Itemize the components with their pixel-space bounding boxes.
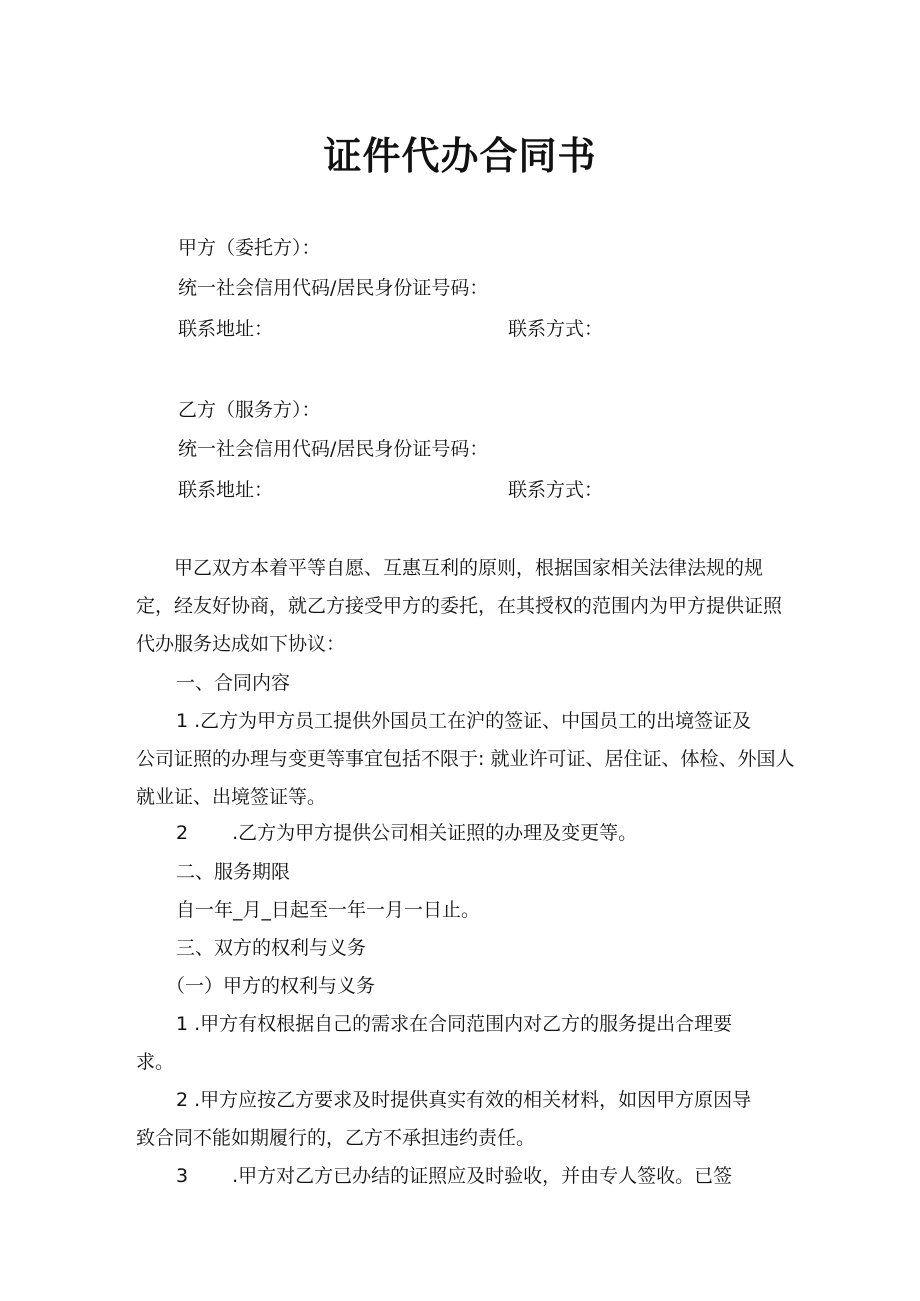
party-a-address-label: 联系地址： (178, 318, 274, 340)
section3-item2-rest: 致合同不能如期履行的，乙方不承担违约责任。 (136, 1127, 536, 1149)
section3-item1 (136, 1005, 796, 1081)
section1-item1-line1: 1 .乙方为甲方员工提供外国员工在沪的签证、中国员工的出境签证及 (176, 710, 752, 732)
page-title: 证件代办合同书 (323, 134, 597, 178)
section1-item2 (136, 814, 796, 852)
section3-item3-number: 3 (176, 1165, 189, 1187)
party-b-label: 乙方（服务方）： (178, 399, 321, 421)
section2-period: 自一年_月_日起至一年一月一日止。 (176, 899, 481, 921)
section3-item2-line1: 2 .甲方应按乙方要求及时提供真实有效的相关材料，如因甲方原因导 (176, 1089, 752, 1111)
section3-item2 (136, 1081, 796, 1157)
party-a-label: 甲方（委托方）： (178, 237, 321, 259)
party-a-contact-label: 联系方式： (508, 318, 604, 340)
section1-item2-text: .乙方为甲方提供公司相关证照的办理及变更等。 (232, 822, 638, 844)
section1-heading: 一、合同内容 (176, 672, 291, 694)
section1-item1-rest: 公司证照的办理与变更等事宜包括不限于: 就业许可证、居住证、体检、外国人就业证、出境签证等。 (136, 748, 795, 808)
section1-item1 (136, 702, 796, 816)
preamble-paragraph (136, 549, 792, 663)
section3-item1-line1: 1 .甲方有权根据自己的需求在合同范围内对乙方的服务提出合理要 (176, 1013, 733, 1035)
section3-item1-rest: 求。 (136, 1051, 175, 1073)
section3-sub1-heading: （一）甲方的权利与义务 (166, 975, 376, 997)
party-b-contact-label: 联系方式： (508, 479, 604, 501)
preamble-text: 甲乙双方本着平等自愿、互惠互利的原则，根据国家相关法律法规的规定，经友好协商，就乙方接受甲方的委托，在其授权的范围内为甲方提供证照代办服务达成如下协议： (136, 557, 783, 655)
section2-heading: 二、服务期限 (176, 861, 291, 883)
party-b-address-label: 联系地址： (178, 479, 274, 501)
party-a-id-label: 统一社会信用代码/居民身份证号码： (178, 277, 489, 299)
section3-item3-text: .甲方对乙方已办结的证照应及时验收，并由专人签收。已签 (232, 1165, 733, 1187)
section1-item2-number: 2 (176, 822, 189, 844)
section3-heading: 三、双方的权利与义务 (176, 937, 367, 959)
party-b-id-label: 统一社会信用代码/居民身份证号码： (178, 438, 489, 460)
section3-item3 (136, 1157, 796, 1195)
